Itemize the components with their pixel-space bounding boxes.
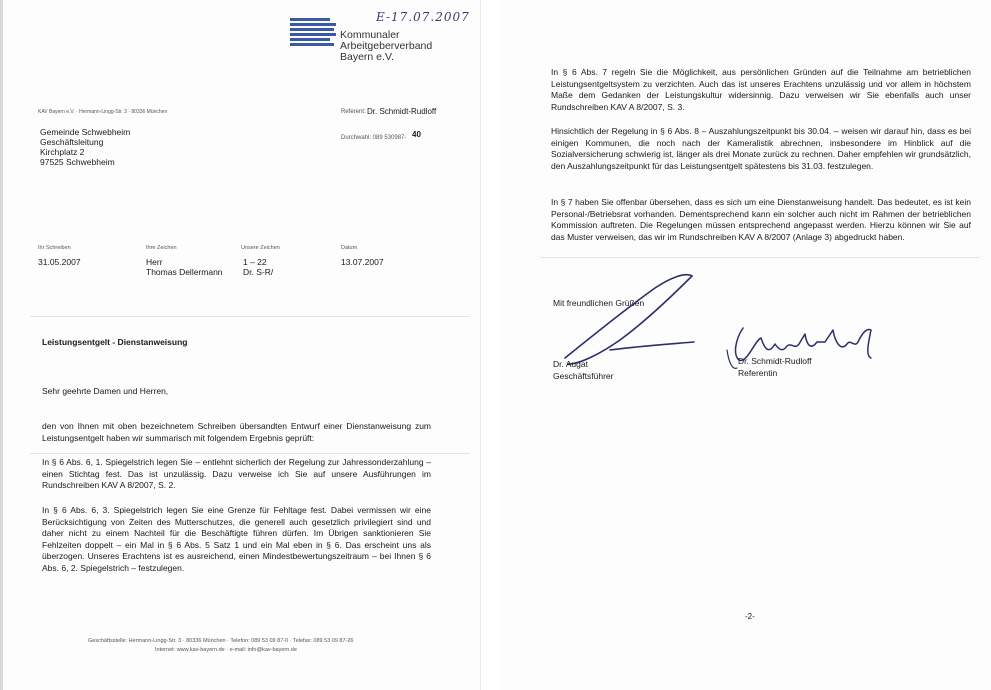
divider bbox=[30, 316, 470, 317]
page-edge bbox=[0, 0, 3, 690]
recipient-line: Geschäftsleitung bbox=[40, 137, 104, 147]
datum-value: 13.07.2007 bbox=[341, 257, 384, 267]
logo-line-3: Bayern e.V. bbox=[340, 51, 394, 63]
durchwahl-label: Durchwahl: 089 530987- bbox=[341, 135, 407, 141]
letter-page-2 bbox=[500, 0, 991, 690]
body-paragraph: den von Ihnen mit oben bezeichnetem Schreiben übersandten Entwurf einer Dienstanweisung zum Leistungsentgelt haben wir summarisch mit folgendem Ergebnis geprüft: bbox=[42, 421, 431, 443]
body-paragraph: In § 7 haben Sie offenbar übersehen, dass es sich um eine Dienstanweisung handelt. Das bedeutet, es ist kein Personal-/Betriebsrat vorhanden. Dementsprechend kann ein solcher auch nicht im Rahmen der betrieblichen Kommission auftreten. Die Regelungen müssen entsprechend angepasst werden. Hierzu können wir Sie auf das Muster verweisen, das wir im Rundschreiben KAV A 8/2007 (Anlage 3) abgedruckt haben. bbox=[551, 197, 971, 242]
sender-line: KAV Bayern e.V. · Hermann-Lingg-Str. 3 · 80336 München bbox=[38, 109, 168, 115]
ihr-schreiben-value: 31.05.2007 bbox=[38, 257, 81, 267]
ref-label-ihre-zeichen: Ihre Zeichen bbox=[146, 245, 177, 251]
signer-2-title: Referentin bbox=[738, 368, 778, 378]
kav-logo-icon bbox=[290, 18, 336, 50]
signer-1-title: Geschäftsführer bbox=[553, 371, 614, 381]
divider bbox=[30, 453, 470, 454]
recipient-line: Kirchplatz 2 bbox=[40, 147, 85, 157]
logo-line-2: Arbeitgeberverband bbox=[340, 40, 433, 52]
body-paragraph: Hinsichtlich der Regelung in § 6 Abs. 8 – Auszahlungszeitpunkt bis 30.04. – weisen wir darauf hin, dass es bei einigen Kommunen, die noch nach der Kameralistik abrechnen, insbesondere im Hinblick auf die Sozialversicherung schwierig ist, länger als drei Monate zurück zu rechnen. Daher empfehlen wir grundsätzlich, den Auszahlungszeitpunkt für das Leistungsentgelt spätestens bis 31.03. festzulegen. bbox=[551, 126, 971, 171]
divider bbox=[540, 257, 980, 258]
subject-line: Leistungsentgelt - Dienstanweisung bbox=[42, 337, 188, 347]
ref-label-unsere-zeichen: Unsere Zeichen bbox=[241, 245, 280, 251]
page-number: -2- bbox=[745, 612, 755, 621]
recipient-line: 97525 Schwebheim bbox=[40, 157, 115, 167]
recipient-line: Gemeinde Schwebheim bbox=[40, 127, 131, 137]
unsere-zeichen-line-1: 1 – 22 bbox=[243, 257, 267, 267]
ref-label-datum: Datum bbox=[341, 245, 358, 251]
durchwahl-value: 40 bbox=[412, 130, 421, 139]
referent-value: Dr. Schmidt-Rudloff bbox=[367, 107, 437, 116]
logo-text bbox=[340, 30, 432, 63]
body-paragraph: In § 6 Abs. 6, 1. Spiegelstrich legen Sie – entlehnt sicherlich der Regelung zur Jahressonderzahlung – einen Stichtag fest. Das ist unzulässig. Dazu verweise ich Sie auf unsere Ausführungen im Rundschreiben KAV A 8/2007, S. 2. bbox=[42, 457, 431, 490]
signature-augat-icon bbox=[560, 268, 700, 368]
ref-label-ihr-schreiben: Ihr Schreiben bbox=[38, 245, 71, 251]
signer-2-name: Dr. Schmidt-Rudloff bbox=[738, 356, 812, 366]
unsere-zeichen-line-2: Dr. S-R/ bbox=[243, 267, 274, 277]
body-paragraph: In § 6 Abs. 7 regeln Sie die Möglichkeit, aus persönlichen Gründen auf die Teilnahme am betrieblichen Leistungsentgeltsystem zu verzichten. Auch das ist unseres Erachtens unzulässig und vor allem in höchstem Maße dem Gedanken der Leistungskultur widersinnig. Dazu verweisen wir Sie ebenfalls auch unser Rundschreiben KAV A 8/2007, S. 3. bbox=[551, 67, 971, 112]
salutation: Sehr geehrte Damen und Herren, bbox=[42, 386, 169, 396]
handwritten-receipt-note: E-17.07.2007 bbox=[376, 10, 470, 24]
footer-line-2: Internet: www.kav-bayern.de · e-mail: info@kav-bayern.de bbox=[155, 647, 297, 653]
logo-line-1: Kommunaler bbox=[340, 29, 400, 41]
recipient-address bbox=[40, 127, 130, 167]
body-paragraph: In § 6 Abs. 6, 3. Spiegelstrich legen Sie eine Grenze für Fehltage fest. Dabei vermissen wir eine Berücksichtigung von Zeiten des Mutterschutzes, die generell auch gesetzlich privilegiert sind und daher nicht zu einem Nachteil für die Beschäftigte führen dürfen. Im Übrigen sanktionieren Sie Fehlzeiten doppelt – ein Mal in § 6 Abs. 5 Satz 1 und ein Mal eben in § 6. Das erscheint uns als überzogen. Unseres Erachtens ist es ausreichend, einen Mindestbewertungszeitraum – bei Ihnen § 6 Abs. 6, 2. Spiegelstrich – festzulegen. bbox=[42, 505, 431, 573]
signer-1-name: Dr. Augat bbox=[553, 359, 588, 369]
ihre-zeichen-line-1: Herr bbox=[146, 257, 163, 267]
referent-label: Referent: bbox=[341, 109, 366, 115]
footer-line-1: Geschäftsstelle: Hermann-Lingg-Str. 3 · 80336 München · Telefon: 089 53 09 87-0 · Telefax: 089 53 09 87-26 bbox=[88, 638, 354, 644]
letter-page-1 bbox=[0, 0, 481, 690]
closing-line: Mit freundlichen Grüßen bbox=[553, 298, 645, 308]
ihre-zeichen-line-2: Thomas Dellermann bbox=[146, 267, 223, 277]
